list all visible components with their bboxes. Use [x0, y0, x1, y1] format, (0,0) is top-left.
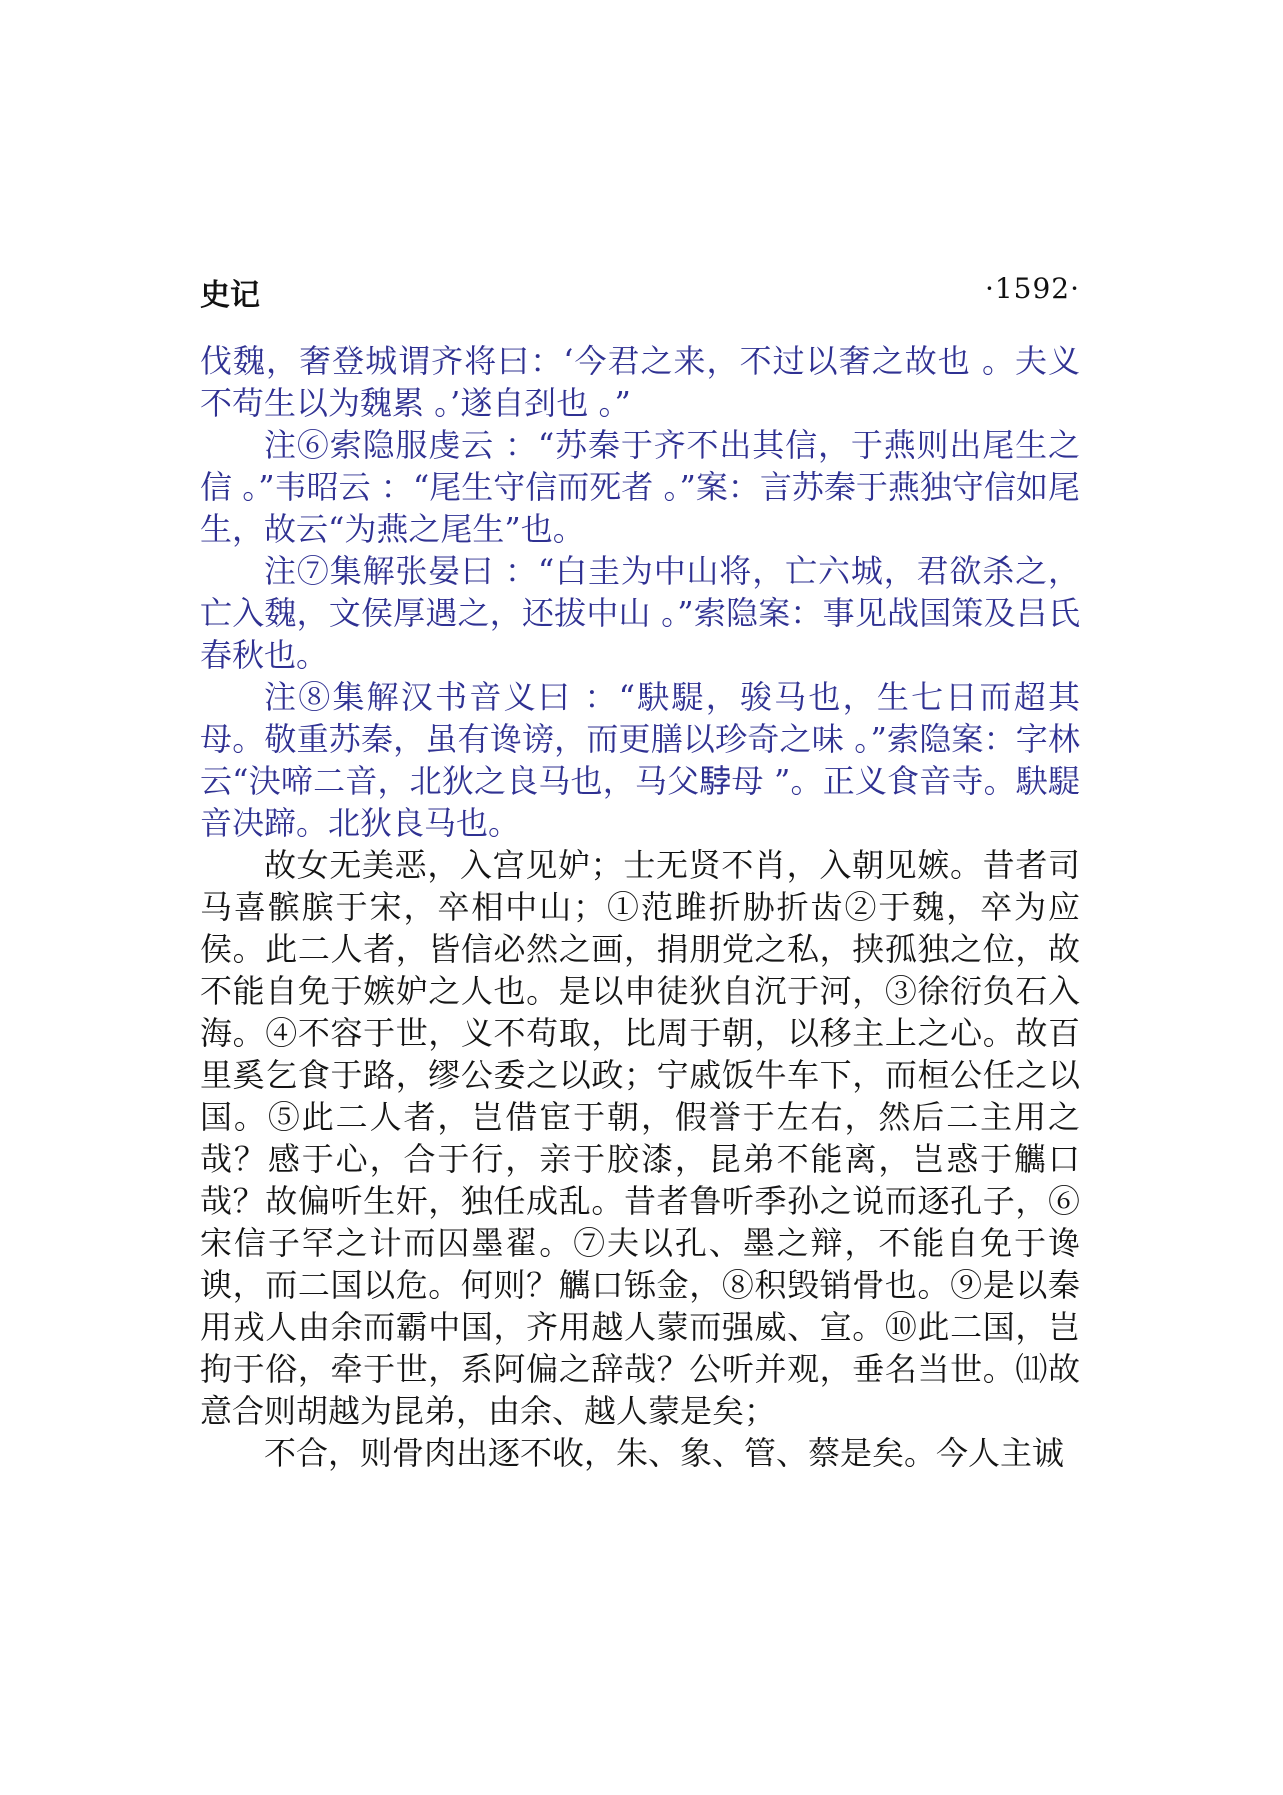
- body-text: [200, 340, 1080, 1474]
- note-paragraph-6: 注⑥索隐服虔云 ：“苏秦于齐不出其信，于燕则出尾生之信 。”韦昭云 ：“尾生守信而死者 。”案：言苏秦于燕独守信如尾生，故云“为燕之尾生”也。: [200, 426, 1080, 548]
- main-text-paragraph-continued: 不合，则骨肉出逐不收，朱、象、管、蔡是矣。今人主诚: [264, 1434, 1065, 1472]
- document-page: [200, 270, 1080, 1474]
- note-paragraph-7: 注⑦集解张晏曰 ：“白圭为中山将，亡六城，君欲杀之，亡入魏，文侯厚遇之，还拔中山 。”索隐案：事见战国策及吕氏春秋也。: [200, 552, 1080, 674]
- page-header: [200, 270, 1080, 318]
- book-title: 史记: [200, 278, 260, 313]
- note-paragraph-continued: 伐魏，奢登城谓齐将曰：‘今君之来，不过以奢之故也 。夫义不苟生以为魏累 。’遂自刭也 。”: [200, 342, 1080, 422]
- page-number: ·1592·: [984, 272, 1080, 305]
- note-paragraph-8: 注⑧集解汉书音义曰 ：“駃騠，骏马也，生七日而超其母。敬重苏秦，虽有谗谤，而更膳以珍奇之味 。”索隐案：字林云“決啼二音，北狄之良马也，马父𩣡母 ”。正义食音寺。駃騠音决蹄。北狄良马也。: [200, 678, 1080, 842]
- main-text-paragraph: 故女无美恶，入宫见妒；士无贤不肖，入朝见嫉。昔者司马喜髌膑于宋，卒相中山；①范雎折胁折齿②于魏，卒为应侯。此二人者，皆信必然之画，捐朋党之私，挟孤独之位，故不能自免于嫉妒之人也。是以申徒狄自沉于河，③徐衍负石入海。④不容于世，义不苟取，比周于朝，以移主上之心。故百里奚乞食于路，缪公委之以政；宁戚饭牛车下，而桓公任之以国。⑤此二人者，岂借宦于朝，假誉于左右，然后二主用之哉？感于心，合于行，亲于胶漆，昆弟不能离，岂惑于觽口哉？故偏听生奸，独任成乱。昔者鲁听季孙之说而逐孔子，⑥宋信子罕之计而囚墨翟。⑦夫以孔、墨之辩，不能自免于谗谀，而二国以危。何则？觽口铄金，⑧积毁销骨也。⑨是以秦用戎人由余而霸中国，齐用越人蒙而强威、宣。⑩此二国，岂拘于俗，牵于世，系阿偏之辞哉？公听并观，垂名当世。⑾故意合则胡越为昆弟，由余、越人蒙是矣；: [200, 846, 1080, 1430]
